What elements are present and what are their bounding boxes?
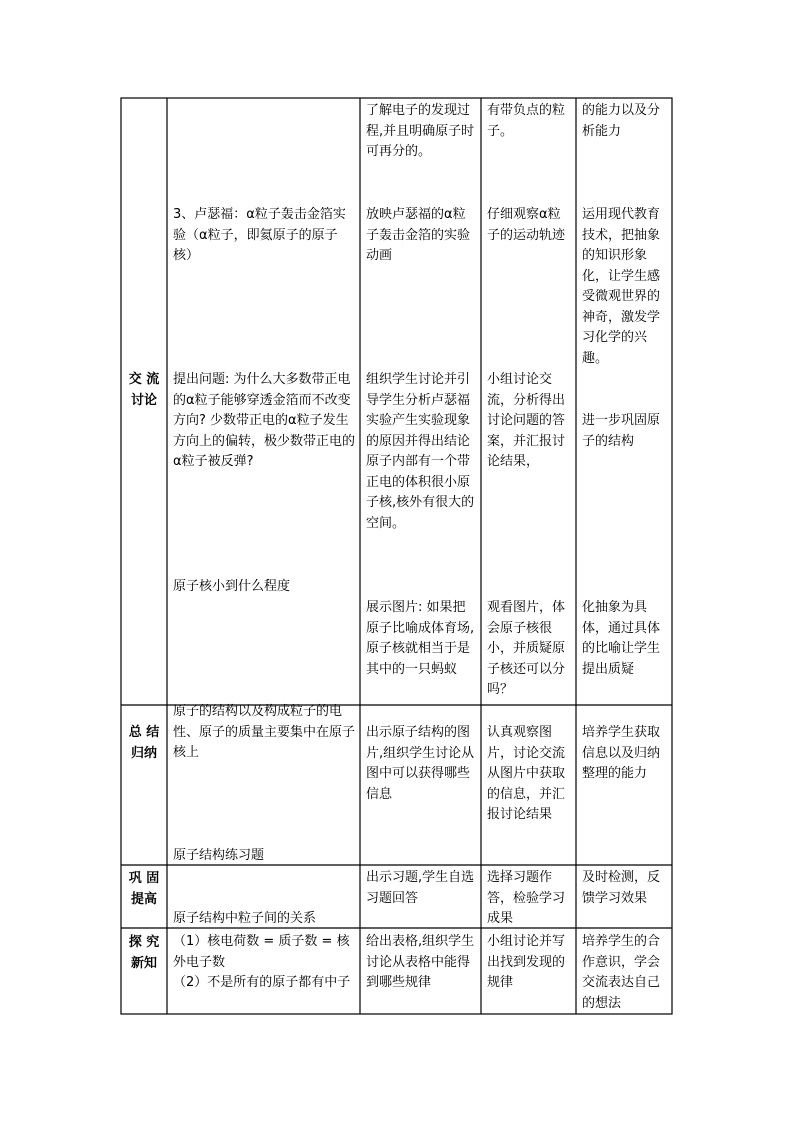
teacher-activity-cell: 组织学生讨论并引导学生分析卢瑟福实验产生实验现象的原因并得出结论原子内部有一个带正电的体积很小原子核,核外有很大的空间。 <box>366 372 475 531</box>
design-intent-cell: 化抽象为具体，通过具体的比喻让学生提出质疑 <box>582 600 661 677</box>
teacher-activity-cell: 给出表格,组织学生讨论从表格中能得到哪些规律 <box>366 934 475 990</box>
design-intent-cell: 运用现代教育技术，把抽象的知识形象化，让学生感受微观世界的神奇，激发学习化学的兴趣。 <box>582 207 661 366</box>
student-activity-cell: 认真观察图片，讨论交流从图片中获取的信息，并汇报讨论结果 <box>487 725 566 822</box>
stage-label-zongjie: 总 结 归纳 <box>128 725 160 761</box>
teacher-activity-cell: 了解电子的发现过程,并且明确原子时可再分的。 <box>366 103 475 159</box>
student-activity-cell: 小组讨论并写出找到发现的规律 <box>487 934 566 990</box>
content-cell: 原子结构中粒子间的关系 <box>173 911 317 926</box>
content-cell: 原子结构练习题 <box>173 848 265 863</box>
student-activity-cell: 仔细观察α粒子的运动轨迹 <box>487 207 566 243</box>
student-activity-cell: 小组讨论交流，分析得出讨论问题的答案，并汇报讨论结果， <box>487 372 566 469</box>
content-cell: 原子核小到什么程度 <box>173 579 291 594</box>
teacher-activity-cell: 放映卢瑟福的α粒子轰击金箔的实验动画 <box>366 207 471 263</box>
design-intent-cell: 进一步巩固原子的结构 <box>582 413 661 449</box>
content-cell: 3、卢瑟福：α粒子轰击金箔实验（α粒子，即氦原子的原子核） <box>173 207 346 263</box>
student-activity-cell: 观看图片，体会原子核很小，并质疑原子核还可以分吗？ <box>487 600 566 697</box>
student-activity-cell: 选择习题作答，检验学习成果 <box>487 870 566 926</box>
content-cell: 原子的结构以及构成粒子的电性、原子的质量主要集中在原子核上 <box>173 704 356 760</box>
teacher-activity-cell: 展示图片: 如果把原子比喻成体育场,原子核就相当于是其中的一只蚂蚁 <box>366 600 475 677</box>
teacher-activity-cell: 出示原子结构的图片,组织学生讨论从图中可以获得哪些信息 <box>366 725 475 802</box>
student-activity-cell: 有带负点的粒子。 <box>487 103 566 139</box>
stage-label-jiaoliu: 交 流 讨论 <box>128 372 160 408</box>
design-intent-cell: 培养学生获取信息以及归纳整理的能力 <box>582 725 661 781</box>
teacher-activity-cell: 出示习题,学生自选习题回答 <box>366 870 475 906</box>
stage-label-gonggu: 巩 固 提高 <box>128 871 160 907</box>
design-intent-cell: 及时检测，反馈学习效果 <box>582 870 661 906</box>
content-cell: （1）核电荷数 = 质子数 = 核外电子数 （2）不是所有的原子都有中子 <box>173 934 351 990</box>
stage-label-tanjiu: 探 究 新知 <box>128 935 160 971</box>
design-intent-cell: 培养学生的合作意识，学会交流表达自己的想法 <box>582 934 661 1011</box>
design-intent-cell: 的能力以及分析能力 <box>582 103 661 139</box>
content-cell: 提出问题: 为什么大多数带正电的α粒子能够穿透金箔而不改变方向? 少数带正电的α粒子发生方向上的偏转，极少数带正电的α粒子被反弹? <box>173 372 356 469</box>
